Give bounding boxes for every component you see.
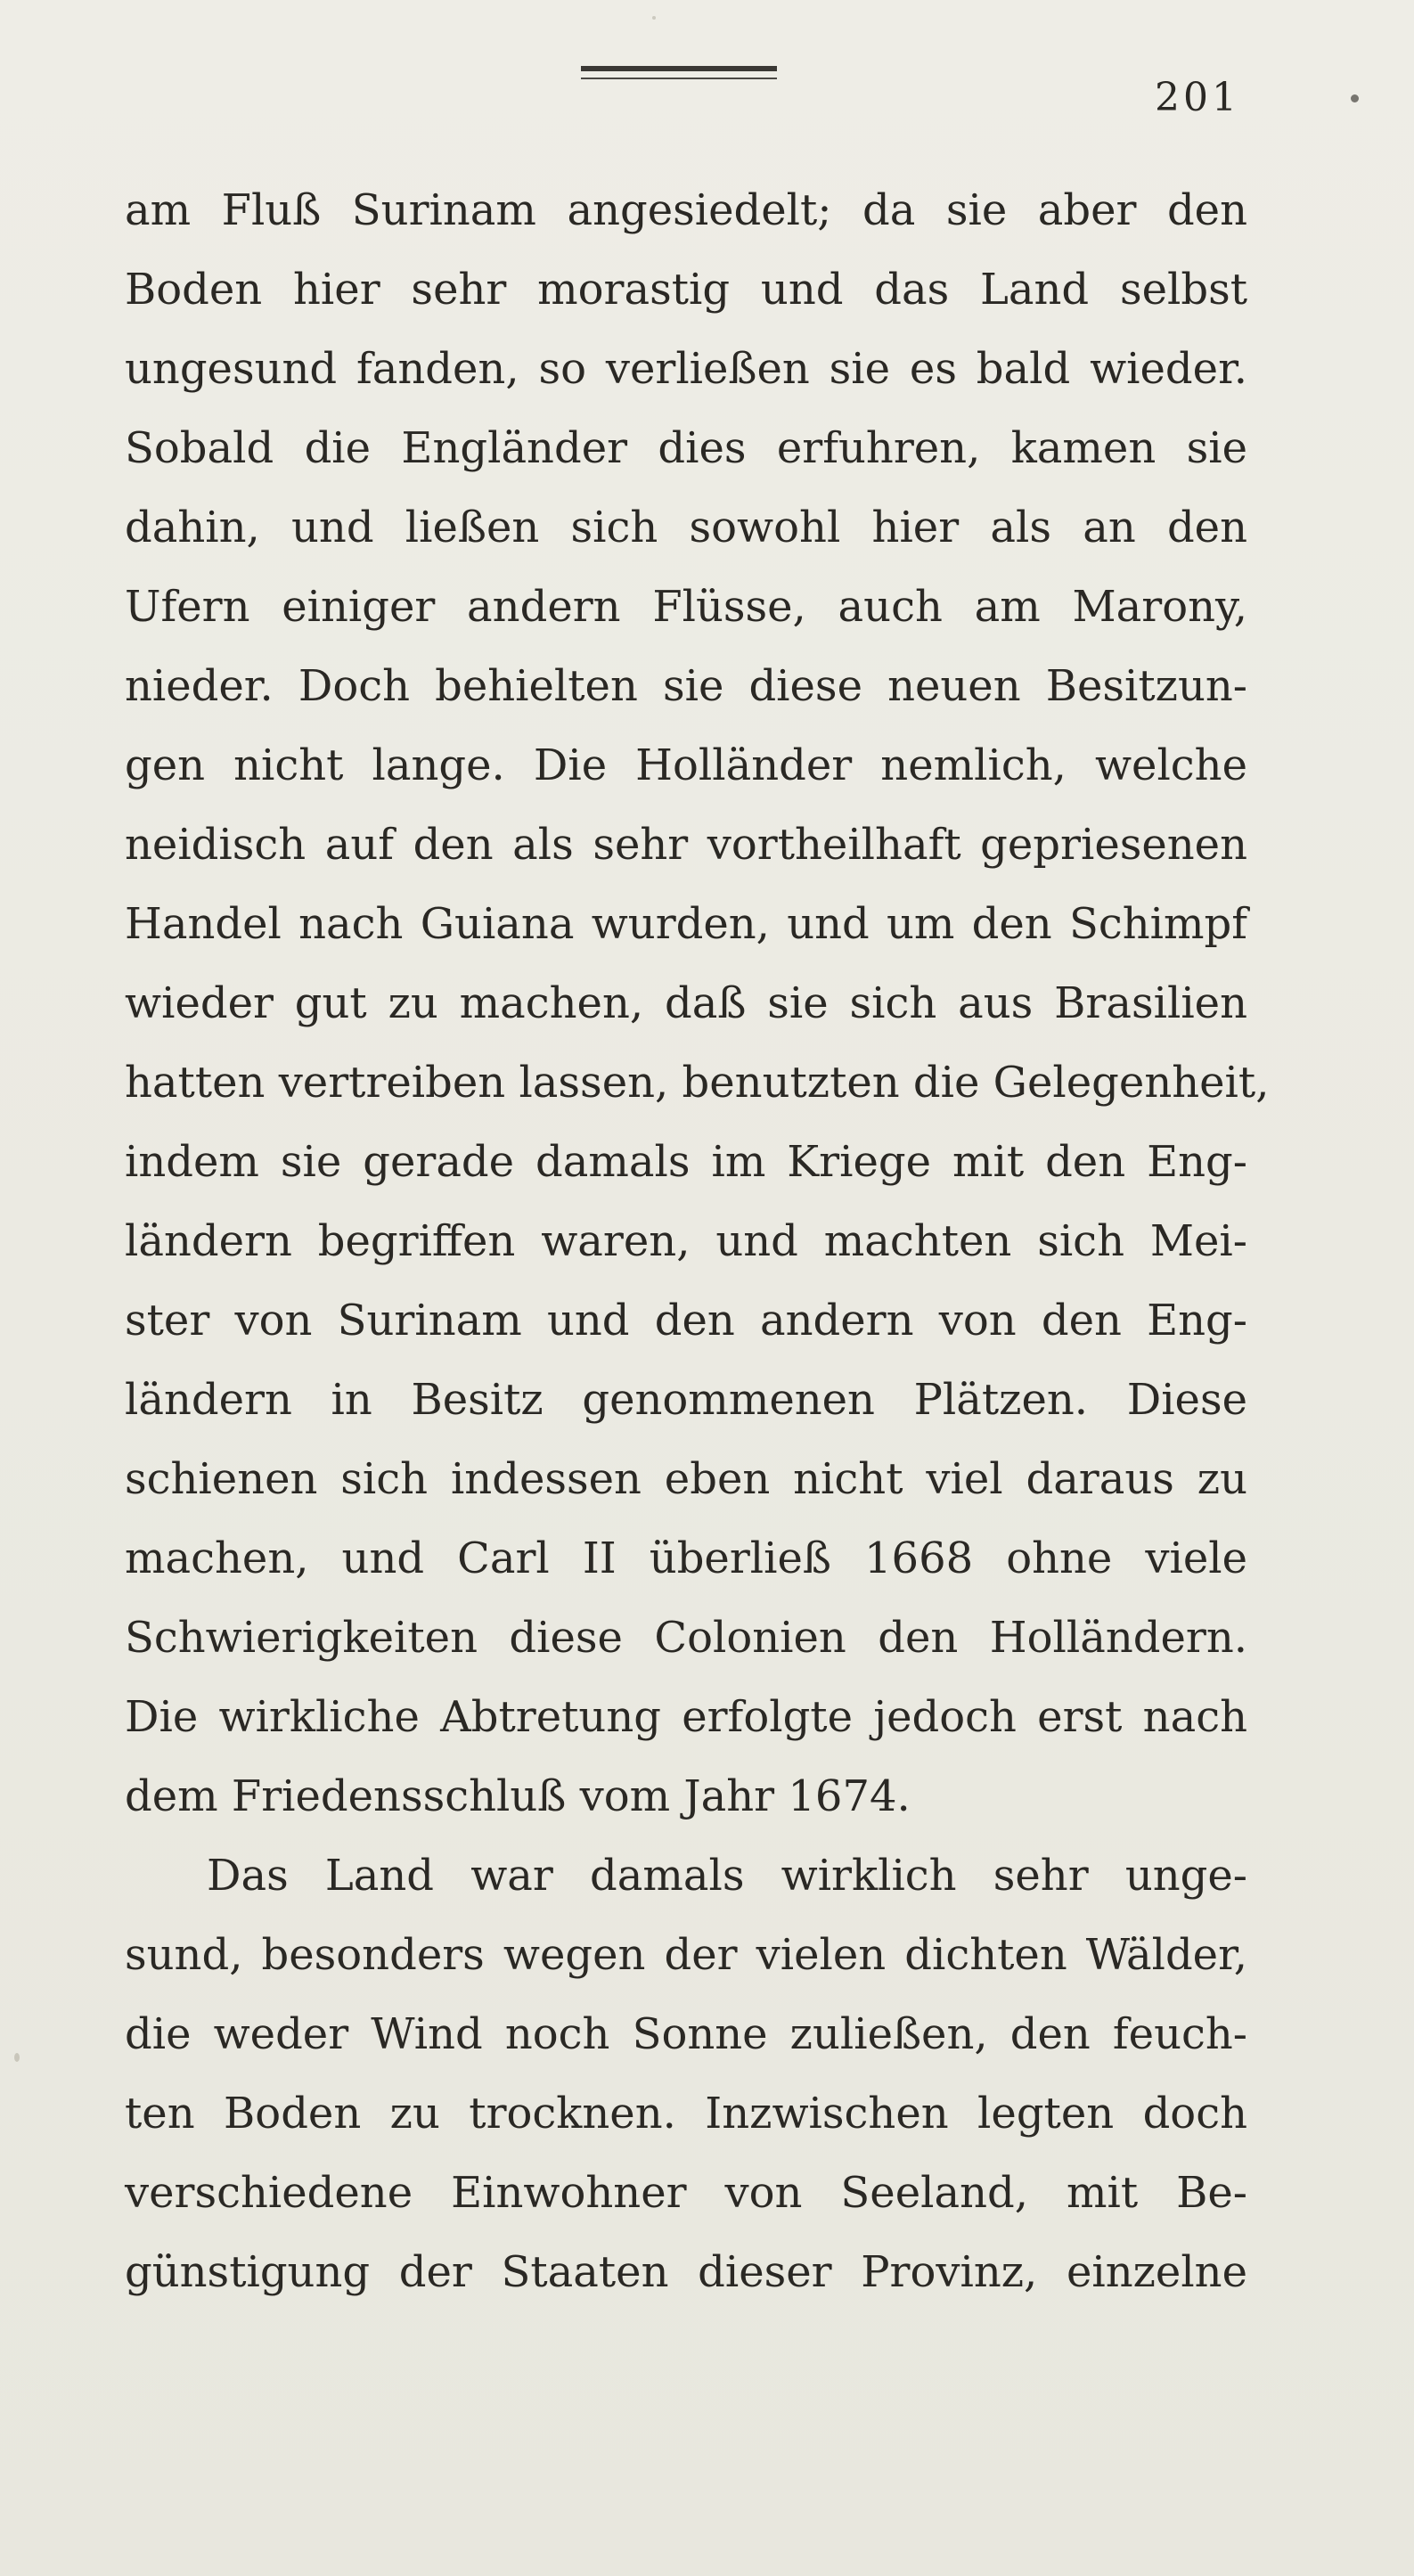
text-line: dahin, und ließen sich sowohl hier als an den (125, 503, 1247, 552)
text-line: nieder. Doch behielten sie diese neuen Besitzun- (125, 661, 1247, 711)
header-rule-thin (581, 78, 777, 79)
text-line: Ufern einiger andern Flüsse, auch am Marony, (125, 582, 1247, 632)
text-line: ten Boden zu trocknen. Inzwischen legten doch (125, 2089, 1247, 2138)
text-line: Sobald die Engländer dies erfuhren, kamen sie (125, 423, 1247, 473)
text-line: Die wirkliche Abtretung erfolgte jedoch erst nach (125, 1692, 1247, 1742)
text-line: verschiedene Einwohner von Seeland, mit Be- (125, 2168, 1247, 2218)
page-number: 201 (1155, 75, 1240, 120)
text-line: neidisch auf den als sehr vortheilhaft gepriesenen (125, 820, 1247, 870)
text-line: sund, besonders wegen der vielen dichten Wälder, (125, 1930, 1247, 1980)
text-line: am Fluß Surinam angesiedelt; da sie aber den (125, 185, 1247, 235)
text-line: hatten vertreiben lassen, benutzten die Gelegenheit, (125, 1058, 1270, 1108)
header-ornament-rule (581, 66, 777, 84)
corner-dot-mark (1351, 94, 1359, 102)
text-line-paragraph-start: Das Land war damals wirklich sehr unge- (207, 1851, 1247, 1901)
text-line: ster von Surinam und den andern von den Eng- (125, 1296, 1247, 1345)
text-line-paragraph-end: dem Friedensschluß vom Jahr 1674. (125, 1771, 911, 1821)
text-line: gen nicht lange. Die Holländer nemlich, welche (125, 740, 1247, 790)
text-line: machen, und Carl II überließ 1668 ohne viele (125, 1533, 1247, 1583)
text-line: ländern begriffen waren, und machten sich Mei- (125, 1216, 1247, 1266)
text-line: schienen sich indessen eben nicht viel daraus zu (125, 1454, 1247, 1504)
text-line: Boden hier sehr morastig und das Land selbst (125, 265, 1247, 315)
paper-blemish (14, 2053, 20, 2062)
paper-blemish (652, 16, 656, 20)
header-rule-thick (581, 66, 777, 71)
text-line: ländern in Besitz genommenen Plätzen. Diese (125, 1375, 1247, 1425)
text-line: die weder Wind noch Sonne zuließen, den feuch- (125, 2009, 1247, 2059)
text-line: wieder gut zu machen, daß sie sich aus Brasilien (125, 978, 1247, 1028)
text-line: Handel nach Guiana wurden, und um den Schimpf (125, 899, 1247, 949)
text-line: indem sie gerade damals im Kriege mit den Eng- (125, 1137, 1247, 1187)
text-line: ungesund fanden, so verließen sie es bald wieder. (125, 344, 1247, 394)
text-line: günstigung der Staaten dieser Provinz, einzelne (125, 2247, 1247, 2297)
text-line: Schwierigkeiten diese Colonien den Holländern. (125, 1613, 1247, 1663)
